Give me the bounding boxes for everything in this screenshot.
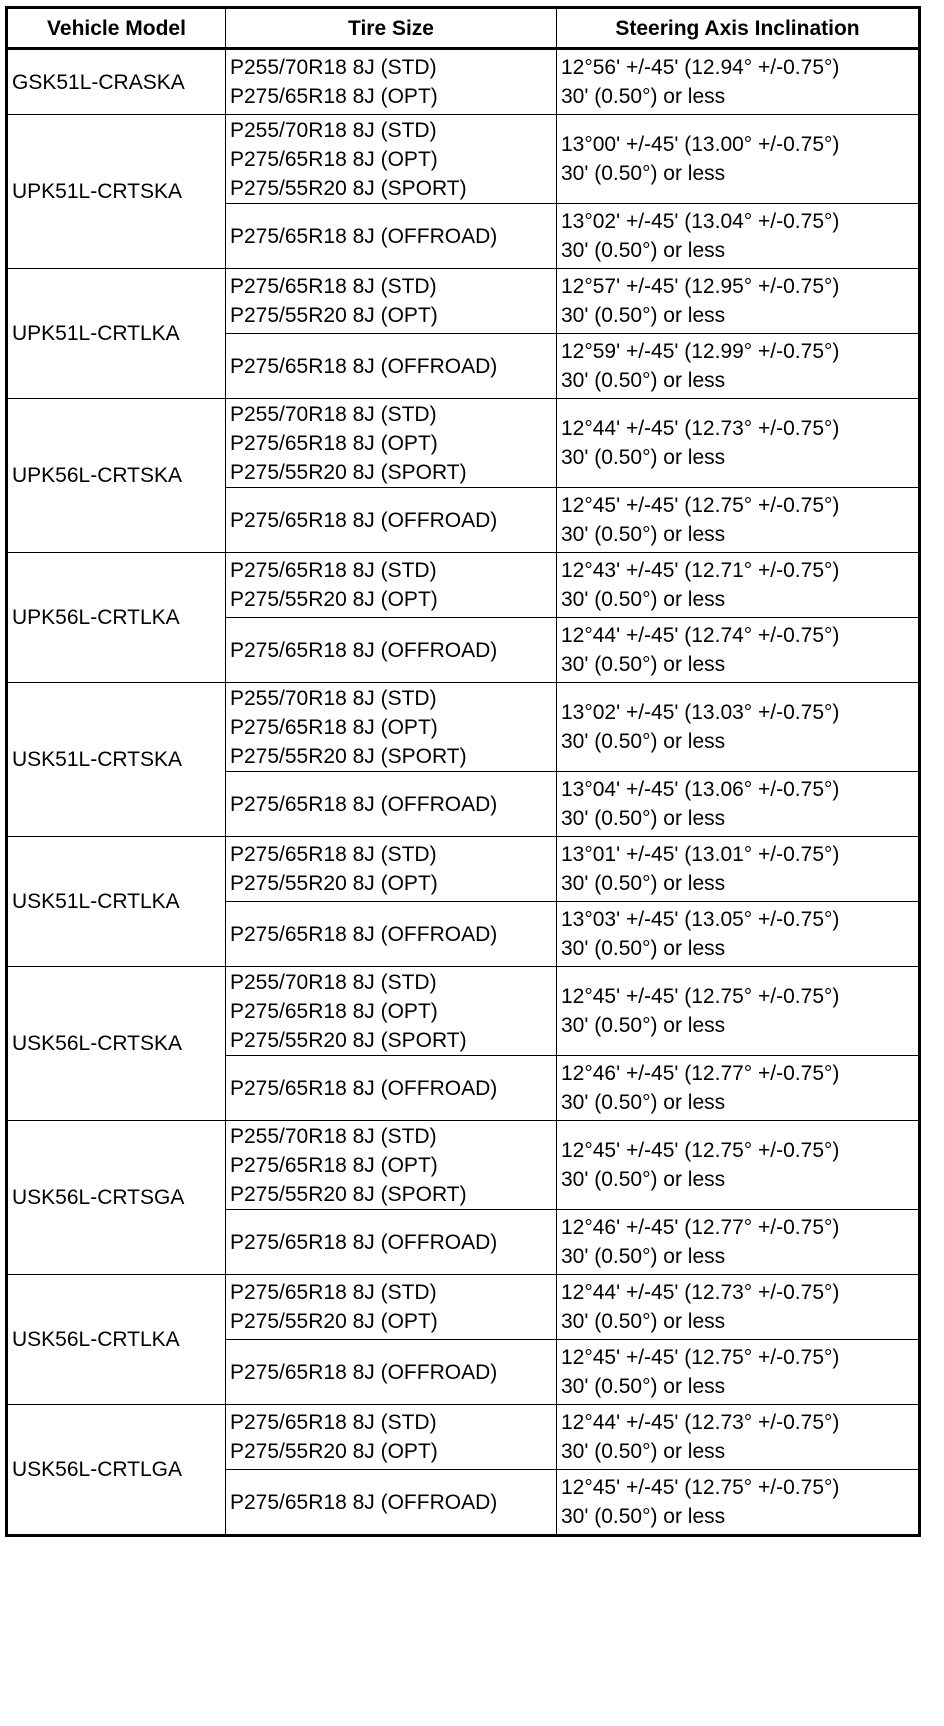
vehicle-model-cell: USK51L-CRTLKA [7,837,226,967]
steering-axis-inclination-line: 30' (0.50°) or less [561,1014,726,1037]
tire-size-line: P275/65R18 8J (OPT) [230,715,438,739]
tire-size-line: P275/65R18 8J (OFFROAD) [230,224,498,248]
steering-axis-inclination-cell [557,1056,920,1121]
steering-axis-inclination-line: 12°43' +/-45' (12.71° +/-0.75°) [561,559,840,582]
table-row [7,1121,920,1210]
vehicle-model-cell: UPK56L-CRTSKA [7,399,226,553]
tire-size-cell [226,115,557,204]
tire-size-line: P275/55R20 8J (OPT) [230,588,438,611]
tire-size-cell [226,772,557,837]
steering-axis-inclination-line: 13°02' +/-45' (13.03° +/-0.75°) [561,701,840,724]
tire-size-cell [226,1121,557,1210]
tire-size-line: P255/70R18 8J (STD) [230,56,437,79]
table-row [7,269,920,334]
steering-axis-inclination-cell [557,1340,920,1405]
tire-size-line: P255/70R18 8J (STD) [230,686,437,710]
table-row [7,837,920,902]
steering-axis-inclination-cell [557,1121,920,1210]
tire-size-cell [226,204,557,269]
tire-size-line: P275/65R18 8J (STD) [230,275,437,298]
tire-size-line: P275/55R20 8J (OPT) [230,872,438,895]
tire-size-line: P275/65R18 8J (OFFROAD) [230,792,498,816]
steering-axis-inclination-line: 30' (0.50°) or less [561,369,726,392]
steering-axis-inclination-cell [557,902,920,967]
steering-axis-inclination-cell [557,967,920,1056]
tire-size-line: P275/65R18 8J (OPT) [230,1153,438,1177]
steering-axis-inclination-table [5,6,921,1537]
vehicle-model-cell: UPK56L-CRTLKA [7,553,226,683]
steering-axis-inclination-line: 30' (0.50°) or less [561,304,726,327]
steering-axis-inclination-line: 30' (0.50°) or less [561,1245,726,1268]
tire-size-cell [226,967,557,1056]
tire-size-line: P275/65R18 8J (OFFROAD) [230,1490,498,1514]
table-row [7,115,920,204]
steering-axis-inclination-line: 30' (0.50°) or less [561,1310,726,1333]
steering-axis-inclination-line: 12°46' +/-45' (12.77° +/-0.75°) [561,1062,840,1085]
steering-axis-inclination-line: 12°45' +/-45' (12.75° +/-0.75°) [561,494,840,517]
steering-axis-inclination-line: 13°00' +/-45' (13.00° +/-0.75°) [561,133,840,156]
tire-size-cell [226,618,557,683]
tire-size-line: P275/65R18 8J (OFFROAD) [230,354,498,378]
tire-size-line: P275/65R18 8J (OFFROAD) [230,638,498,662]
steering-axis-inclination-line: 12°45' +/-45' (12.75° +/-0.75°) [561,1476,840,1499]
steering-axis-inclination-line: 30' (0.50°) or less [561,588,726,611]
steering-axis-inclination-cell [557,553,920,618]
header-vehicle-model: Vehicle Model [7,8,226,49]
tire-size-line: P275/65R18 8J (OFFROAD) [230,508,498,532]
tire-size-line: P275/65R18 8J (OFFROAD) [230,1230,498,1254]
steering-axis-inclination-line: 12°44' +/-45' (12.73° +/-0.75°) [561,1281,840,1304]
vehicle-model-cell: GSK51L-CRASKA [7,49,226,115]
tire-size-cell [226,837,557,902]
tire-size-cell [226,553,557,618]
steering-axis-inclination-line: 30' (0.50°) or less [561,85,726,108]
table-body [7,49,920,1536]
tire-size-line: P275/55R20 8J (SPORT) [230,1028,467,1052]
tire-size-line: P275/55R20 8J (SPORT) [230,1182,467,1206]
tire-size-line: P255/70R18 8J (STD) [230,970,437,994]
steering-axis-inclination-line: 30' (0.50°) or less [561,446,726,469]
vehicle-model-cell: USK56L-CRTLKA [7,1275,226,1405]
steering-axis-inclination-cell [557,488,920,553]
tire-size-cell [226,1210,557,1275]
steering-axis-inclination-line: 30' (0.50°) or less [561,872,726,895]
steering-axis-inclination-cell [557,1275,920,1340]
steering-axis-inclination-cell [557,399,920,488]
steering-axis-inclination-cell [557,772,920,837]
header-steering-axis-inclination: Steering Axis Inclination [557,8,920,49]
steering-axis-inclination-line: 12°44' +/-45' (12.73° +/-0.75°) [561,1411,840,1434]
steering-axis-inclination-line: 30' (0.50°) or less [561,1168,726,1191]
steering-axis-inclination-line: 12°44' +/-45' (12.74° +/-0.75°) [561,624,840,647]
tire-size-line: P275/65R18 8J (OPT) [230,431,438,455]
tire-size-line: P275/55R20 8J (OPT) [230,1440,438,1463]
steering-axis-inclination-line: 30' (0.50°) or less [561,162,726,185]
steering-axis-inclination-line: 30' (0.50°) or less [561,730,726,753]
tire-size-line: P275/55R20 8J (SPORT) [230,176,467,200]
steering-axis-inclination-cell [557,49,920,115]
tire-size-line: P275/65R18 8J (OPT) [230,999,438,1023]
tire-size-cell [226,1056,557,1121]
steering-axis-inclination-line: 12°46' +/-45' (12.77° +/-0.75°) [561,1216,840,1239]
steering-axis-inclination-line: 30' (0.50°) or less [561,937,726,960]
table-row [7,1275,920,1340]
steering-axis-inclination-cell [557,269,920,334]
steering-axis-inclination-line: 12°44' +/-45' (12.73° +/-0.75°) [561,417,840,440]
vehicle-model-cell: UPK51L-CRTSKA [7,115,226,269]
steering-axis-inclination-line: 12°59' +/-45' (12.99° +/-0.75°) [561,340,840,363]
vehicle-model-cell: USK56L-CRTSKA [7,967,226,1121]
steering-axis-inclination-line: 30' (0.50°) or less [561,239,726,262]
tire-size-cell [226,1340,557,1405]
vehicle-model-cell: USK51L-CRTSKA [7,683,226,837]
vehicle-model-cell: USK56L-CRTSGA [7,1121,226,1275]
tire-size-line: P255/70R18 8J (STD) [230,118,437,142]
steering-axis-inclination-cell [557,1405,920,1470]
steering-axis-inclination-line: 30' (0.50°) or less [561,1505,726,1528]
tire-size-cell [226,683,557,772]
table-row [7,399,920,488]
steering-axis-inclination-cell [557,837,920,902]
vehicle-model-cell: UPK51L-CRTLKA [7,269,226,399]
tire-size-line: P275/55R20 8J (SPORT) [230,744,467,768]
steering-axis-inclination-line: 12°45' +/-45' (12.75° +/-0.75°) [561,985,840,1008]
table-row [7,683,920,772]
tire-size-cell [226,1275,557,1340]
steering-axis-inclination-line: 12°56' +/-45' (12.94° +/-0.75°) [561,56,840,79]
tire-size-cell [226,1470,557,1536]
header-tire-size: Tire Size [226,8,557,49]
steering-axis-inclination-line: 30' (0.50°) or less [561,1375,726,1398]
steering-axis-inclination-line: 12°45' +/-45' (12.75° +/-0.75°) [561,1346,840,1369]
steering-axis-inclination-cell [557,1470,920,1536]
tire-size-cell [226,49,557,115]
tire-size-line: P275/65R18 8J (OFFROAD) [230,1360,498,1384]
steering-axis-inclination-cell [557,204,920,269]
steering-axis-inclination-line: 30' (0.50°) or less [561,1091,726,1114]
tire-size-cell [226,1405,557,1470]
steering-axis-inclination-line: 30' (0.50°) or less [561,807,726,830]
tire-size-line: P255/70R18 8J (STD) [230,402,437,426]
table-row [7,49,920,115]
tire-size-line: P275/65R18 8J (OPT) [230,85,438,108]
steering-axis-inclination-line: 13°01' +/-45' (13.01° +/-0.75°) [561,843,840,866]
table-row [7,553,920,618]
tire-size-line: P275/65R18 8J (STD) [230,843,437,866]
steering-axis-inclination-cell [557,618,920,683]
steering-axis-inclination-cell [557,334,920,399]
tire-size-cell [226,334,557,399]
steering-axis-inclination-line: 30' (0.50°) or less [561,523,726,546]
tire-size-line: P275/65R18 8J (STD) [230,1281,437,1304]
steering-axis-inclination-line: 13°04' +/-45' (13.06° +/-0.75°) [561,778,840,801]
tire-size-cell [226,902,557,967]
tire-size-line: P275/55R20 8J (OPT) [230,304,438,327]
vehicle-model-cell: USK56L-CRTLGA [7,1405,226,1536]
tire-size-line: P275/65R18 8J (STD) [230,1411,437,1434]
steering-axis-inclination-line: 13°03' +/-45' (13.05° +/-0.75°) [561,908,840,931]
steering-axis-inclination-cell [557,683,920,772]
steering-axis-inclination-line: 30' (0.50°) or less [561,1440,726,1463]
tire-size-line: P275/55R20 8J (OPT) [230,1310,438,1333]
steering-axis-inclination-cell [557,1210,920,1275]
steering-axis-inclination-cell [557,115,920,204]
tire-size-cell [226,488,557,553]
tire-size-cell [226,269,557,334]
tire-size-line: P255/70R18 8J (STD) [230,1124,437,1148]
tire-size-line: P275/65R18 8J (OPT) [230,147,438,171]
table-row [7,1405,920,1470]
steering-axis-inclination-line: 30' (0.50°) or less [561,653,726,676]
steering-axis-inclination-line: 12°45' +/-45' (12.75° +/-0.75°) [561,1139,840,1162]
steering-axis-inclination-line: 12°57' +/-45' (12.95° +/-0.75°) [561,275,840,298]
steering-axis-inclination-line: 13°02' +/-45' (13.04° +/-0.75°) [561,210,840,233]
table-row [7,967,920,1056]
tire-size-cell [226,399,557,488]
table-header [7,8,920,49]
header-row [7,8,920,49]
tire-size-line: P275/65R18 8J (OFFROAD) [230,1076,498,1100]
tire-size-line: P275/65R18 8J (OFFROAD) [230,922,498,946]
tire-size-line: P275/55R20 8J (SPORT) [230,460,467,484]
tire-size-line: P275/65R18 8J (STD) [230,559,437,582]
